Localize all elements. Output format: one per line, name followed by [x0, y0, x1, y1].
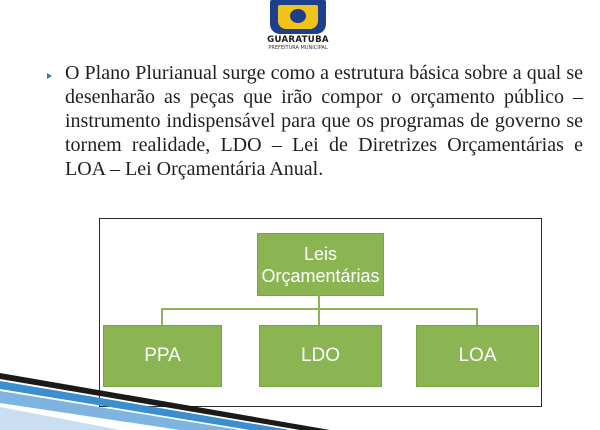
connector-loa [476, 308, 478, 325]
node-ppa: PPA [103, 325, 222, 387]
logo-subtitle: PREFEITURA MUNICIPAL [268, 45, 328, 51]
logo-title: GUARATUBA [267, 35, 329, 45]
body-paragraph: O Plano Plurianual surge como a estrutura básica sobre a qual se desenharão as peças que irão compor o orçamento público – instrumento indispensável para que os programas de governo se tornem realidade, LDO – Lei de Diretrizes Orçamentárias e LOA – Lei Orçamentária Anual. [65, 62, 583, 180]
connector-ldo [318, 308, 320, 325]
node-loa: LOA [416, 325, 539, 387]
node-ldo: LDO [259, 325, 382, 387]
bullet-icon [47, 73, 52, 79]
connector-ppa [161, 308, 163, 325]
connector-root [318, 295, 320, 309]
guaratuba-logo [260, 0, 336, 52]
node-leis-orcamentarias: Leis Orçamentárias [257, 233, 384, 296]
decorative-stripes [0, 355, 330, 430]
coat-of-arms-icon [270, 0, 326, 34]
